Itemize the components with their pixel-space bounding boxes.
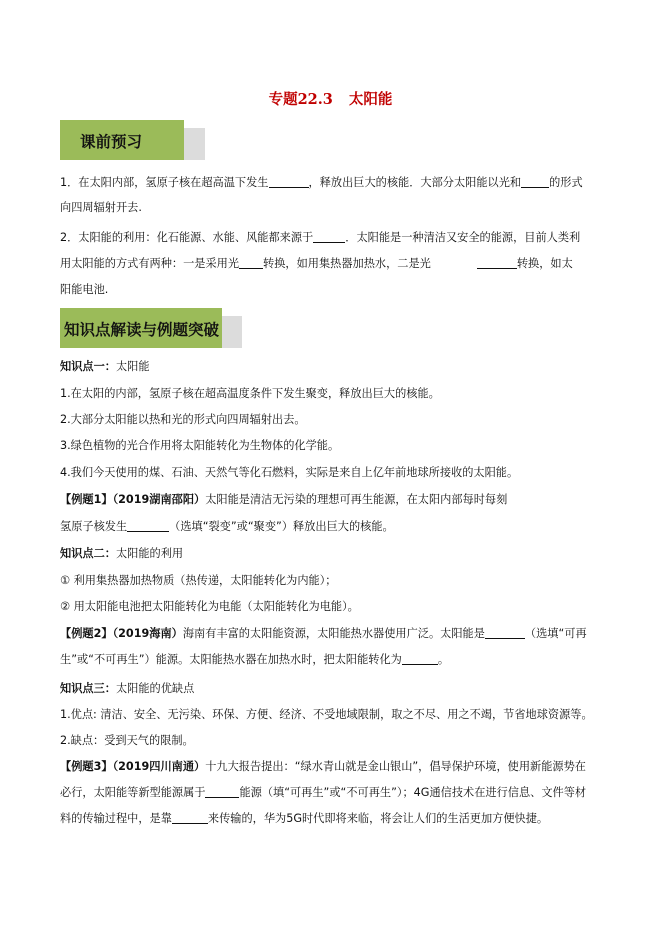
example-1: 【例题1】（2019湖南邵阳）太阳能是清洁无污染的理想可再生能源，在太阳内部每时每刻 [60, 493, 508, 506]
answer-blank[interactable] [477, 256, 517, 269]
section-banner-knowledge [60, 308, 242, 348]
answer-blank[interactable] [313, 230, 345, 243]
answer-blank[interactable] [402, 652, 438, 665]
knowledge-point-2: 知识点二：太阳能的利用 [60, 547, 184, 560]
question-1-cont: 向四周辐射开去. [60, 201, 142, 214]
kp3-item-1: 1.优点: 清洁、安全、无污染、环保、方便、经济、不受地域限制，取之不尽、用之不竭，节省地球资源等。 [60, 708, 593, 721]
page-title [0, 88, 661, 109]
kp2-item-1: ① 利用集热器加热物质（热传递，太阳能转化为内能）； [60, 574, 337, 587]
section-heading-knowledge: 知识点解读与例题突破 [64, 321, 220, 339]
example-2: 【例题2】（2019海南）海南有丰富的太阳能资源，太阳能热水器使用广泛。太阳能是 （选填“可再 [60, 627, 587, 640]
section-heading-preview: 课前预习 [80, 133, 143, 151]
kp2-item-2: ② 用太阳能电池把太阳能转化为电能（太阳能转化为电能）。 [60, 600, 359, 613]
example-3: 【例题3】（2019四川南通）十九大报告提出：“绿水青山就是金山银山”，倡导保护环境，使用新能源势在 [60, 760, 586, 773]
answer-blank[interactable] [127, 519, 169, 532]
kp1-item-2: 2.大部分太阳能以热和光的形式向四周辐射出去。 [60, 413, 306, 426]
answer-blank[interactable] [172, 811, 208, 824]
knowledge-point-1: 知识点一：太阳能 [60, 360, 150, 373]
answer-blank[interactable] [521, 175, 549, 188]
kp1-item-3: 3.绿色植物的光合作用将太阳能转化为生物体的化学能。 [60, 439, 340, 452]
title-name: 太阳能 [348, 91, 393, 108]
example-3-cont: 必行，太阳能等新型能源属于 能源（填“可再生”或“不可再生”）；4G通信技术在进行信息、文件等材 [60, 786, 587, 799]
kp1-item-4: 4.我们今天使用的煤、石油、天然气等化石燃料，实际是来自上亿年前地球所接收的太阳能。 [60, 466, 519, 479]
answer-blank[interactable] [205, 785, 239, 798]
example-1-cont: 氢原子核发生 （选填“裂变”或“聚变”）释放出巨大的核能。 [60, 520, 394, 533]
question-1: 1．在太阳内部，氢原子核在超高温下发生 ，释放出巨大的核能．大部分太阳能以光和 的形式 [60, 176, 583, 189]
question-2: 2．太阳能的利用：化石能源、水能、风能都来源于 ．太阳能是一种清洁又安全的能源，目前人类利 [60, 231, 581, 244]
kp1-item-1: 1.在太阳的内部，氢原子核在超高温度条件下发生聚变，释放出巨大的核能。 [60, 387, 440, 400]
example-3-end: 料的传输过程中，是靠 来传输的，华为5G时代即将来临，将会让人们的生活更加方便快捷。 [60, 812, 549, 825]
example-2-cont: 生”或“不可再生”）能源。太阳能热水器在加热水时，把太阳能转化为 。 [60, 653, 450, 666]
section-banner-preview [60, 120, 205, 160]
answer-blank[interactable] [269, 175, 309, 188]
knowledge-point-3: 知识点三：太阳能的优缺点 [60, 682, 195, 695]
kp3-item-2: 2.缺点：受到天气的限制。 [60, 734, 194, 747]
answer-blank[interactable] [239, 256, 263, 269]
question-2-cont: 用太阳能的方式有两种：一是采用光 转换，如用集热器加热水，二是光 转换，如太 [60, 257, 573, 270]
answer-blank[interactable] [485, 626, 525, 639]
title-topic: 专题22.3 [268, 91, 333, 108]
question-2-end: 阳能电池. [60, 283, 109, 296]
